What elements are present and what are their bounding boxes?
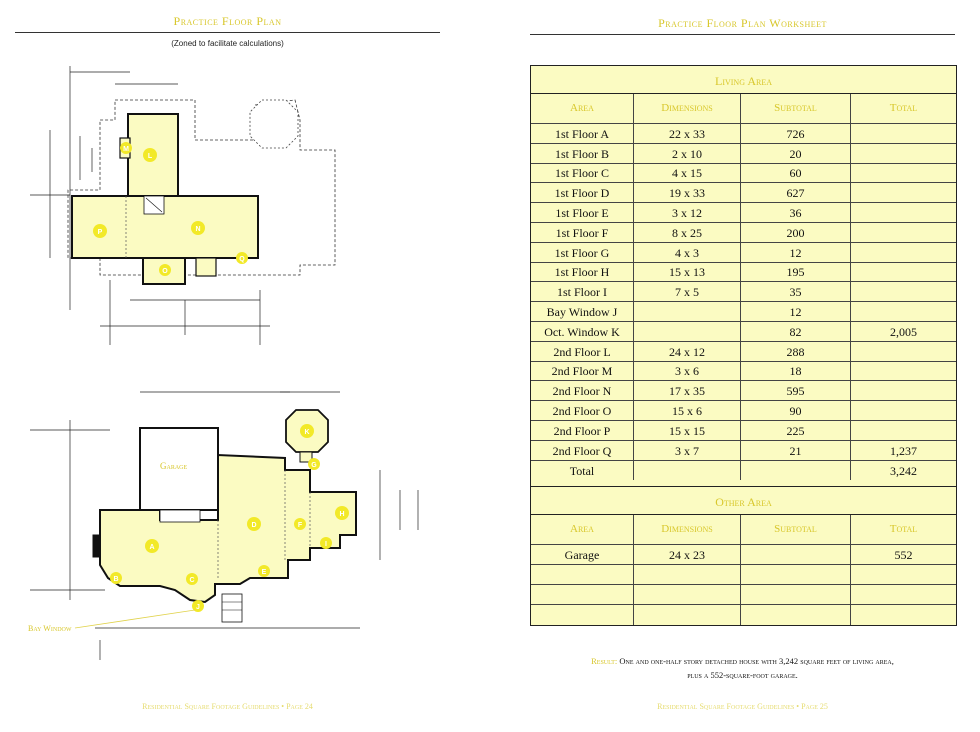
living-area-heading: Living Area	[531, 66, 956, 94]
other-area-rows	[531, 545, 956, 624]
cell-dimensions: 7 x 5	[634, 282, 741, 301]
cell-area: 2nd Floor O	[531, 401, 634, 420]
svg-text:N: N	[195, 226, 201, 233]
right-page-title: Practice Floor Plan Worksheet	[658, 16, 827, 30]
table-row	[531, 263, 956, 283]
cell-area: 2nd Floor P	[531, 421, 634, 440]
svg-text:L: L	[147, 153, 153, 160]
cell-area: 1st Floor H	[531, 263, 634, 282]
col-header-total: Total	[889, 523, 918, 536]
cell-subtotal	[741, 461, 851, 481]
result-line-1: One and one-half story detached house with 3,242 square feet of living area,	[619, 656, 894, 666]
cell-dimensions: 24 x 12	[634, 342, 741, 361]
table-row	[531, 164, 956, 184]
table-row	[531, 585, 956, 605]
cell-area: 2nd Floor Q	[531, 441, 634, 460]
cell-subtotal: 225	[741, 421, 851, 440]
cell-dimensions: 15 x 15	[634, 421, 741, 440]
table-row	[531, 302, 956, 322]
cell-subtotal: 35	[741, 282, 851, 301]
cell-subtotal: 90	[741, 401, 851, 420]
cell-area: 1st Floor B	[531, 144, 634, 163]
table-row	[531, 565, 956, 585]
result-label: Result:	[591, 656, 618, 666]
cell-area: 2nd Floor L	[531, 342, 634, 361]
upper-floor-plan	[30, 66, 335, 345]
cell-dimensions	[634, 585, 741, 604]
svg-text:O: O	[162, 268, 168, 275]
cell-dimensions	[634, 322, 741, 341]
cell-total	[851, 421, 956, 440]
cell-dimensions	[634, 605, 741, 625]
cell-subtotal: 595	[741, 381, 851, 400]
cell-area: Total	[531, 461, 634, 481]
cell-dimensions: 4 x 3	[634, 243, 741, 262]
cell-dimensions: 3 x 6	[634, 362, 741, 381]
cell-subtotal	[741, 545, 851, 564]
cell-total	[851, 144, 956, 163]
cell-subtotal: 82	[741, 322, 851, 341]
svg-text:B: B	[113, 576, 119, 583]
garage-label: Garage	[160, 461, 188, 471]
cell-dimensions: 22 x 33	[634, 124, 741, 143]
cell-subtotal	[741, 585, 851, 604]
cell-total	[851, 282, 956, 301]
cell-area: 1st Floor A	[531, 124, 634, 143]
cell-total: 552	[894, 548, 913, 563]
table-row	[531, 605, 956, 625]
svg-text:P: P	[97, 229, 103, 236]
table-row	[531, 401, 956, 421]
cell-total	[851, 243, 956, 262]
cell-total	[851, 203, 956, 222]
living-area-rows	[531, 124, 956, 480]
cell-area: 2nd Floor M	[531, 362, 634, 381]
cell-subtotal: 20	[741, 144, 851, 163]
cell-area: 1st Floor I	[531, 282, 634, 301]
cell-area: 2nd Floor N	[531, 381, 634, 400]
col-header-area: Area	[531, 515, 634, 544]
svg-text:M: M	[123, 146, 129, 153]
table-row	[531, 183, 956, 203]
section-gap	[531, 480, 956, 487]
cell-subtotal: 60	[741, 164, 851, 183]
cell-dimensions: 3 x 12	[634, 203, 741, 222]
svg-text:G: G	[311, 462, 317, 469]
table-row	[531, 243, 956, 263]
cell-subtotal: 288	[741, 342, 851, 361]
cell-area: Oct. Window K	[531, 322, 634, 341]
cell-subtotal	[741, 565, 851, 584]
other-area-column-headers	[531, 515, 956, 545]
cell-total	[851, 585, 956, 604]
cell-subtotal	[741, 605, 851, 625]
cell-total	[851, 605, 956, 625]
svg-text:I: I	[325, 541, 327, 548]
cell-total	[851, 342, 956, 361]
cell-area	[531, 565, 634, 584]
svg-text:D: D	[251, 522, 257, 529]
cell-dimensions: 3 x 7	[634, 441, 741, 460]
lower-floor-plan	[30, 392, 418, 660]
left-page	[0, 0, 470, 732]
cell-subtotal: 200	[741, 223, 851, 242]
cell-dimensions: 15 x 13	[634, 263, 741, 282]
svg-text:E: E	[261, 569, 267, 576]
col-header-dimensions: Dimensions	[634, 515, 741, 544]
svg-text:K: K	[304, 429, 310, 436]
right-page-footer: Residential Square Footage Guidelines • Page 25	[657, 702, 828, 711]
table-row	[531, 461, 956, 481]
cell-area: 1st Floor F	[531, 223, 634, 242]
cell-area	[531, 605, 634, 625]
result-text	[530, 654, 955, 682]
cell-area: 1st Floor G	[531, 243, 634, 262]
svg-text:F: F	[297, 522, 303, 529]
other-area-heading: Other Area	[531, 487, 956, 515]
cell-total	[851, 565, 956, 584]
col-header-total: Total	[889, 102, 918, 114]
right-title-rule	[530, 34, 955, 35]
cell-dimensions	[634, 302, 741, 321]
cell-dimensions: 15 x 6	[634, 401, 741, 420]
cell-total	[851, 263, 956, 282]
cell-dimensions: 24 x 23	[634, 545, 741, 564]
cell-area	[531, 585, 634, 604]
table-row	[531, 223, 956, 243]
cell-subtotal: 12	[741, 302, 851, 321]
cell-total	[851, 164, 956, 183]
cell-total	[851, 401, 956, 420]
cell-total	[851, 183, 956, 202]
cell-total: 3,242	[890, 464, 917, 479]
cell-area: Garage	[531, 545, 634, 564]
table-row	[531, 545, 956, 565]
col-header-area: Area	[531, 94, 634, 123]
floor-plan-drawing	[0, 0, 470, 732]
svg-text:J: J	[196, 604, 200, 611]
cell-dimensions	[634, 565, 741, 584]
cell-subtotal: 726	[741, 124, 851, 143]
table-row	[531, 362, 956, 382]
col-header-subtotal: Subtotal	[741, 94, 851, 123]
table-row	[531, 282, 956, 302]
cell-subtotal: 21	[741, 441, 851, 460]
cell-area: 1st Floor D	[531, 183, 634, 202]
cell-total	[851, 124, 956, 143]
cell-dimensions	[634, 461, 741, 481]
table-row	[531, 203, 956, 223]
svg-text:H: H	[339, 511, 345, 518]
table-row	[531, 124, 956, 144]
table-row	[531, 144, 956, 164]
left-page-footer: Residential Square Footage Guidelines • Page 24	[142, 702, 313, 711]
cell-dimensions: 2 x 10	[634, 144, 741, 163]
bay-window-leader	[75, 610, 195, 628]
bay-window-label: Bay Window	[28, 624, 72, 633]
cell-area: 1st Floor E	[531, 203, 634, 222]
cell-dimensions: 8 x 25	[634, 223, 741, 242]
table-row	[531, 421, 956, 441]
left-page-title: Practice Floor Plan	[173, 14, 282, 28]
cell-total	[851, 381, 956, 400]
worksheet-table	[530, 65, 957, 626]
svg-text:C: C	[189, 577, 195, 584]
cell-dimensions: 17 x 35	[634, 381, 741, 400]
col-header-dimensions: Dimensions	[634, 94, 741, 123]
cell-dimensions: 19 x 33	[634, 183, 741, 202]
cell-total	[851, 362, 956, 381]
cell-area: 1st Floor C	[531, 164, 634, 183]
table-row	[531, 342, 956, 362]
result-line-2: plus a 552-square-foot garage.	[687, 670, 798, 680]
table-row	[531, 381, 956, 401]
left-page-subtitle: (Zoned to facilitate calculations)	[171, 39, 284, 48]
cell-subtotal: 627	[741, 183, 851, 202]
col-header-subtotal: Subtotal	[741, 515, 851, 544]
living-area-column-headers	[531, 94, 956, 124]
cell-area: Bay Window J	[531, 302, 634, 321]
cell-total	[851, 223, 956, 242]
cell-subtotal: 36	[741, 203, 851, 222]
svg-text:A: A	[149, 544, 155, 551]
cell-total: 2,005	[890, 324, 917, 339]
cell-subtotal: 12	[741, 243, 851, 262]
table-row	[531, 441, 956, 461]
cell-subtotal: 195	[741, 263, 851, 282]
svg-text:Q: Q	[239, 256, 245, 263]
cell-total	[851, 302, 956, 321]
cell-subtotal: 18	[741, 362, 851, 381]
cell-total: 1,237	[890, 443, 917, 458]
cell-dimensions: 4 x 15	[634, 164, 741, 183]
right-page	[490, 0, 980, 732]
table-row	[531, 322, 956, 342]
